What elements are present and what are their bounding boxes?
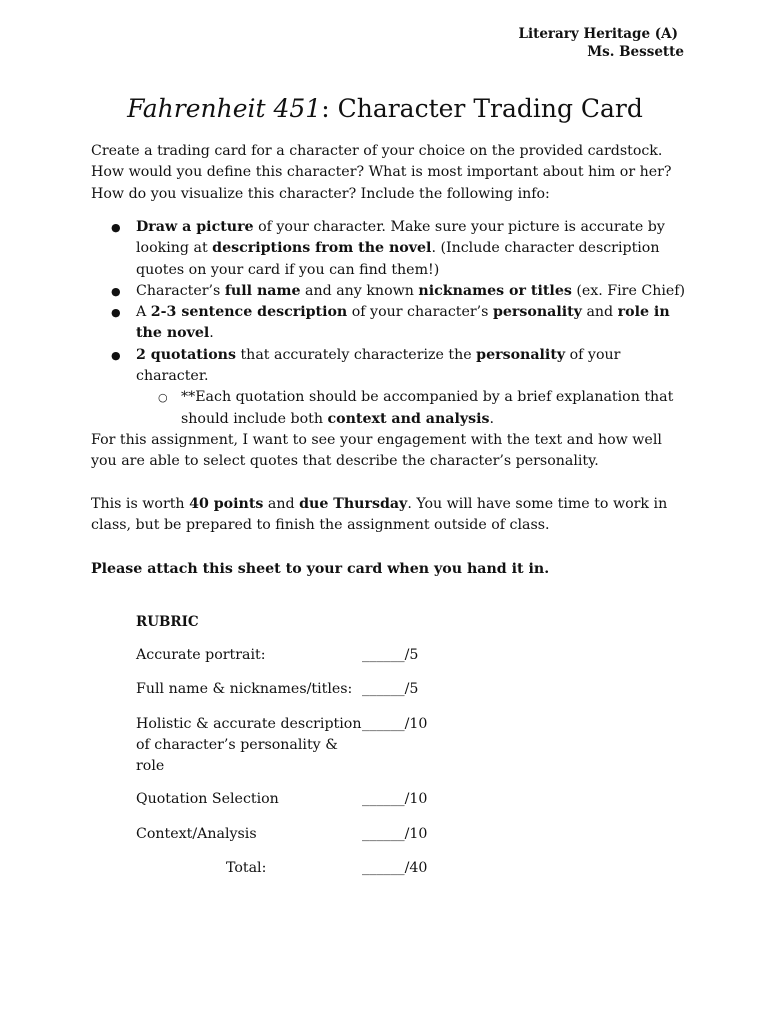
rubric-label: Total: — [226, 860, 267, 877]
bullet-text: 2-3 sentence description — [150, 304, 348, 321]
bullet-text: that accurately characterize the — [235, 346, 477, 363]
intro-paragraph: Create a trading card for a character of your choice on the provided cardstock. How would you define this character? What is most important about him or her? How do you visualize this character? Include the following info: — [91, 143, 672, 202]
bullet-text: Character’s — [136, 282, 225, 299]
attach-instruction: Please attach this sheet to your card when you hand it in. — [91, 561, 550, 577]
bullet-description — [91, 302, 691, 345]
points-value: 40 points — [189, 496, 264, 512]
worth-text: . You will have some time to work in class, but be prepared to finish the assignment outside of class. — [91, 496, 668, 534]
title-rest: : Character Trading Card — [321, 94, 643, 123]
rubric-label: Accurate portrait: — [136, 647, 266, 663]
rubric-score: ______/5 — [362, 681, 419, 698]
rubric-score: ______/10 — [362, 715, 428, 732]
rubric-row-quotation — [136, 789, 536, 810]
bullet-text: role in the novel — [136, 304, 670, 342]
worth-paragraph — [91, 494, 691, 537]
quotation-sub-list — [136, 387, 691, 430]
bullet-text: . — [209, 325, 214, 342]
rubric-title: RUBRIC — [136, 614, 199, 630]
rubric-score: ______/5 — [362, 647, 419, 663]
bullet-quotations — [91, 345, 691, 430]
book-title: Fahrenheit 451 — [127, 94, 322, 123]
bullet-text: of your character. Make sure your picture is accurate by looking at — [136, 219, 665, 257]
bullet-text: full name — [224, 282, 301, 299]
engagement-paragraph: For this assignment, I want to see your engagement with the text and how well you are able to select quotes that describe the character’s personality. — [91, 432, 662, 470]
rubric-row-portrait — [136, 645, 536, 666]
bullet-text: and any known — [300, 282, 419, 299]
worth-text: This is worth — [91, 496, 190, 512]
bullet-full-name — [91, 281, 691, 302]
bullet-text: 2 quotations — [136, 346, 236, 363]
rubric-score: ______/10 — [362, 825, 428, 842]
rubric-score: ______/10 — [362, 791, 428, 808]
rubric-row-description — [136, 714, 536, 778]
rubric-label: Full name & nicknames/titles: — [136, 681, 353, 698]
rubric-label — [136, 714, 362, 778]
bullet-text: . — [489, 410, 495, 427]
header-block — [518, 25, 684, 61]
bullet-text: personality — [476, 346, 566, 363]
bullet-text: of your character’s — [347, 304, 493, 321]
rubric-label: Context/Analysis — [136, 825, 257, 842]
bullet-text: and — [581, 304, 618, 321]
rubric-label-line: Holistic & accurate description — [136, 715, 362, 732]
worth-text: and — [263, 496, 300, 512]
rubric-row-name — [136, 679, 536, 700]
bullet-text: (ex. Fire Chief) — [571, 282, 686, 299]
course-name: Literary Heritage (A) — [518, 26, 678, 42]
bullet-text: descriptions from the novel — [212, 240, 432, 257]
bullet-text: . (Include character description quotes on your card if you can find them!) — [136, 240, 660, 278]
bullet-text: of your character. — [136, 346, 621, 385]
rubric-row-total — [136, 858, 536, 879]
bullet-text: personality — [492, 304, 582, 321]
rubric-label-line: of character’s personality & role — [136, 736, 338, 775]
bullet-draw-picture — [91, 217, 691, 281]
rubric — [136, 612, 536, 892]
rubric-score: ______/40 — [362, 860, 428, 877]
bullet-text: A — [136, 304, 151, 321]
due-date: due Thursday — [299, 496, 408, 512]
rubric-label: Quotation Selection — [136, 791, 279, 808]
rubric-row-context — [136, 824, 536, 845]
sub-bullet-explanation — [136, 387, 691, 430]
bullet-text: nicknames or titles — [418, 282, 572, 299]
page-title — [0, 92, 770, 126]
requirements-list — [91, 217, 691, 430]
bullet-text: context and analysis — [327, 410, 490, 427]
bullet-text: Draw a picture — [136, 219, 254, 235]
teacher-name: Ms. Bessette — [587, 44, 684, 60]
bullet-text: **Each quotation should be accompanied by a brief explanation that should include both — [181, 389, 674, 427]
